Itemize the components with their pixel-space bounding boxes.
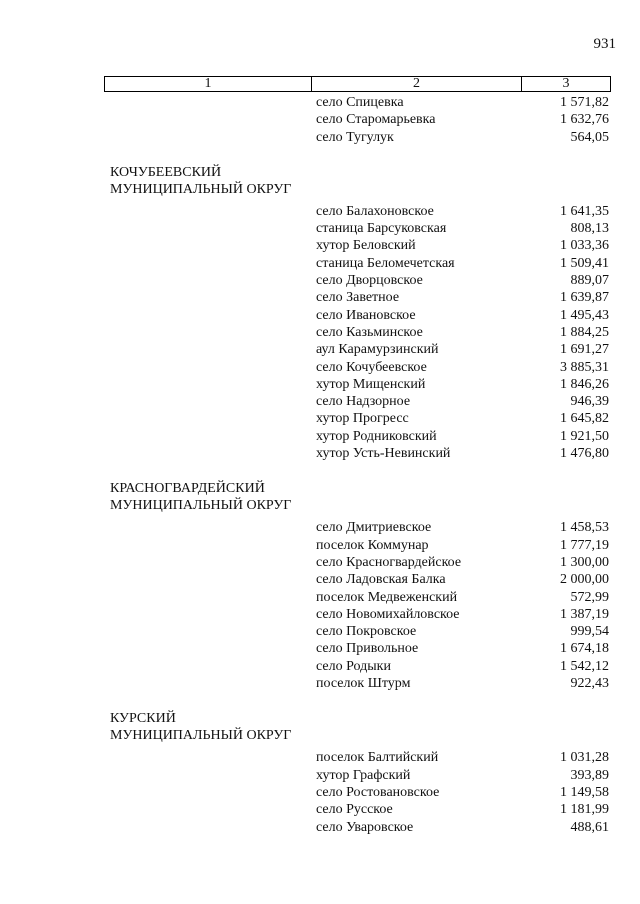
settlement-name: село Ростовановское [316, 784, 440, 800]
settlement-value: 889,07 [570, 273, 609, 289]
settlement-value: 1 458,53 [560, 520, 609, 536]
table-row [104, 203, 611, 220]
settlement-value: 808,13 [570, 221, 609, 237]
settlement-value: 922,43 [570, 676, 609, 692]
settlement-value: 999,54 [570, 624, 609, 640]
table-row [104, 589, 611, 606]
table-row [104, 554, 611, 571]
column-3-header: 3 [562, 76, 570, 91]
settlement-name: село Уваровское [316, 819, 414, 835]
page-number: 931 [593, 36, 616, 52]
settlement-name: село Красногвардейское [316, 554, 462, 570]
table-row [104, 784, 611, 801]
settlement-name: хутор Прогресс [316, 411, 409, 427]
settlement-name: станица Барсуковская [316, 221, 447, 237]
settlement-value: 1 777,19 [560, 537, 609, 553]
settlement-name: село Надзорное [316, 394, 411, 410]
settlement-name: село Дворцовское [316, 273, 423, 289]
district-subtitle: МУНИЦИПАЛЬНЫЙ ОКРУГ [110, 728, 292, 744]
settlement-value: 1 846,26 [560, 376, 609, 392]
table-row [104, 220, 611, 237]
settlement-name: поселок Коммунар [316, 537, 429, 553]
settlement-name: поселок Медвеженский [316, 589, 458, 605]
table-row [104, 129, 611, 146]
settlement-value: 946,39 [570, 394, 609, 410]
table-row [104, 767, 611, 784]
settlement-value: 1 033,36 [560, 238, 609, 254]
table-row [104, 675, 611, 692]
settlement-name: село Казьминское [316, 324, 423, 340]
table-row [104, 272, 611, 289]
settlement-name: хутор Усть-Невинский [316, 446, 451, 462]
settlement-value: 1 691,27 [560, 342, 609, 358]
settlement-name: село Русское [316, 802, 393, 818]
table-row [104, 359, 611, 376]
settlement-value: 1 645,82 [560, 411, 609, 427]
settlement-value: 1 639,87 [560, 290, 609, 306]
settlement-name: село Заветное [316, 290, 400, 306]
table-row [104, 606, 611, 623]
table-row [104, 111, 611, 128]
settlement-value: 1 181,99 [560, 802, 609, 818]
settlement-value: 1 495,43 [560, 307, 609, 323]
table-row [104, 749, 611, 766]
district-title: КРАСНОГВАРДЕЙСКИЙ [110, 481, 265, 497]
settlement-value: 1 149,58 [560, 784, 609, 800]
table-row [104, 324, 611, 341]
table-row [104, 623, 611, 640]
settlement-name: поселок Балтийский [316, 750, 439, 766]
table-row [104, 571, 611, 588]
settlement-name: село Новомихайловское [316, 606, 460, 622]
settlement-value: 564,05 [570, 129, 609, 145]
settlement-name: хутор Графский [316, 767, 411, 783]
settlement-value: 1 300,00 [560, 554, 609, 570]
settlement-name: село Ивановское [316, 307, 416, 323]
settlement-name: село Ладовская Балка [316, 572, 446, 588]
settlement-name: село Родыки [316, 658, 391, 674]
column-1-header: 1 [105, 77, 312, 91]
district-title: КОЧУБЕЕВСКИЙ [110, 164, 222, 180]
settlement-name: село Привольное [316, 641, 419, 657]
district-subtitle: МУНИЦИПАЛЬНЫЙ ОКРУГ [110, 181, 292, 197]
settlement-value: 3 885,31 [560, 359, 609, 375]
district-heading [104, 164, 611, 198]
settlement-name: село Дмитриевское [316, 520, 432, 536]
settlement-value: 1 641,35 [560, 203, 609, 219]
settlement-name: село Балахоновское [316, 203, 434, 219]
settlement-name: аул Карамурзинский [316, 342, 439, 358]
settlement-name: станица Беломечетская [316, 255, 455, 271]
settlement-name: село Кочубеевское [316, 359, 427, 375]
table-row [104, 393, 611, 410]
settlement-name: село Покровское [316, 624, 417, 640]
table-row [104, 410, 611, 427]
settlement-value: 1 674,18 [560, 641, 609, 657]
district-heading [104, 480, 611, 514]
settlement-name: хутор Мищенский [316, 376, 426, 392]
settlement-value: 393,89 [570, 767, 609, 783]
settlement-name: село Спицевка [316, 95, 404, 110]
table-row [104, 537, 611, 554]
table-body [104, 94, 611, 836]
table-row [104, 428, 611, 445]
settlement-value: 572,99 [570, 589, 609, 605]
table-row [104, 819, 611, 836]
table-row [104, 376, 611, 393]
settlement-name: поселок Штурм [316, 676, 411, 692]
table-column-header [104, 76, 611, 92]
settlement-value: 1 921,50 [560, 428, 609, 444]
table-row [104, 640, 611, 657]
settlement-name: хутор Родниковский [316, 428, 437, 444]
settlement-value: 1 571,82 [560, 95, 609, 110]
table-row [104, 237, 611, 254]
table-row [104, 289, 611, 306]
settlement-value: 2 000,00 [560, 572, 609, 588]
settlement-value: 1 632,76 [560, 112, 609, 128]
district-subtitle: МУНИЦИПАЛЬНЫЙ ОКРУГ [110, 498, 292, 514]
table-row [104, 658, 611, 675]
column-2-header: 2 [312, 77, 522, 91]
table-row [104, 341, 611, 358]
table-row [104, 445, 611, 462]
settlement-value: 1 884,25 [560, 324, 609, 340]
settlement-name: село Старомарьевка [316, 112, 436, 128]
district-heading [104, 710, 611, 744]
table-row [104, 255, 611, 272]
settlement-value: 1 542,12 [560, 658, 609, 674]
table-row [104, 519, 611, 536]
table-row [104, 801, 611, 818]
settlement-value: 1 476,80 [560, 446, 609, 462]
settlement-value: 1 031,28 [560, 750, 609, 766]
settlement-name: хутор Беловский [316, 238, 416, 254]
settlement-name: село Тугулук [316, 129, 394, 145]
settlement-value: 1 509,41 [560, 255, 609, 271]
table-row [104, 307, 611, 324]
table-row [104, 94, 611, 111]
settlement-value: 488,61 [570, 819, 609, 835]
district-title: КУРСКИЙ [110, 711, 176, 727]
settlement-value: 1 387,19 [560, 606, 609, 622]
